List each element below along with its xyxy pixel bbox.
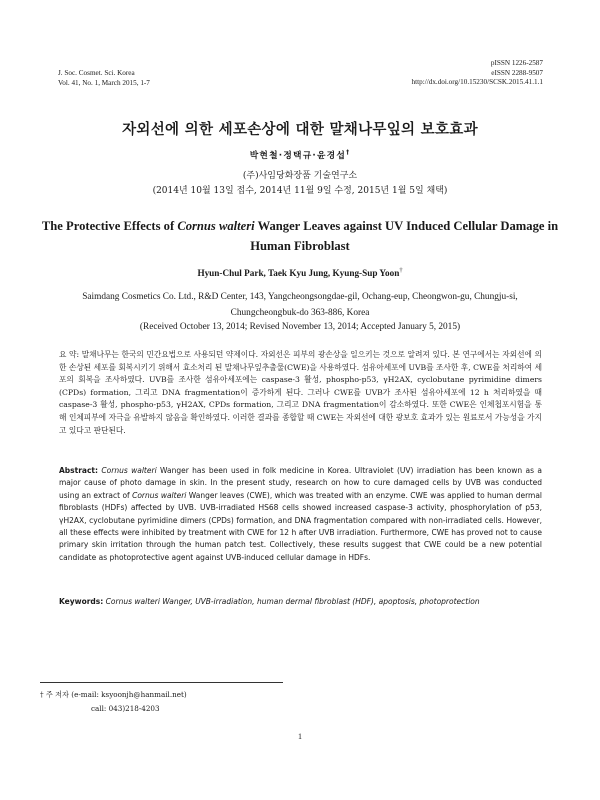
- korean-dates: (2014년 10월 13일 접수, 2014년 11월 9일 수정, 2015년 1월 5일 채택): [152, 186, 448, 196]
- affiliation-line1: Saimdang Cosmetics Co. Ltd., R&D Center, 143, Yangcheongsongdae-gil, Ochang-eup, Cheongwon-gu, Chungju-si,: [82, 292, 518, 302]
- english-abstract: [59, 465, 542, 564]
- abstract-label: Abstract:: [59, 466, 99, 475]
- footnote-email: † 주 저자 (e-mail: ksyoonjh@hanmail.net): [40, 690, 187, 699]
- english-affiliation: [50, 290, 550, 321]
- doi-link[interactable]: http://dx.doi.org/10.15230/SCSK.2015.41.1.1: [411, 78, 543, 86]
- abstract-species-2: Cornus walteri: [132, 490, 187, 500]
- pissn: pISSN 1226-2587: [490, 59, 543, 67]
- journal-volume: Vol. 41, No. 1, March 2015, 1-7: [58, 78, 150, 87]
- korean-author-names: 박현철·정택규·윤경섭: [249, 151, 347, 161]
- english-author-names: Hyun-Chul Park, Taek Kyu Jung, Kyung-Sup Yoon: [197, 268, 400, 279]
- eissn: eISSN 2288-9507: [491, 68, 543, 77]
- journal-name: J. Soc. Cosmet. Sci. Korea: [58, 69, 135, 77]
- korean-dagger: †: [346, 149, 351, 157]
- affiliation-line2: Chungcheongbuk-do 363-886, Korea: [230, 307, 370, 318]
- english-dates: (Received October 13, 2014; Revised November 13, 2014; Accepted January 5, 2015): [139, 322, 461, 332]
- abstract-text-2: Wanger leaves (CWE), which was treated with an enzyme. CWE was applied to human dermal fibroblasts (HDFs) affected by UVB. UVB-irradiated HS68 cells showed increased caspase-3 activity, phosphorylation of p53, γH2AX, cyclobutane pyrimidine dimers (CPDs) formation, and DNA fragmentation compared with non-irradiated cells. However, all these effects were inhibited by treatment with CWE for 12 h after UVB irradiation. Furthermore, CWE has proved not to cause primary skin irritation through the human patch test. Collectively, these results suggest that CWE could be a new potential candidate as photoprotective agent against UVB-induced cellular damage in HDFs.: [59, 490, 543, 562]
- keywords-text: Cornus walteri Wanger, UVB-irradiation, human dermal fibroblast (HDF), apoptosis, photoprotection: [105, 597, 480, 606]
- page-number: 1: [298, 732, 302, 741]
- journal-citation: [58, 69, 150, 88]
- abstract-species-1: Cornus walteri: [101, 466, 157, 475]
- keywords-label: Keywords:: [59, 597, 104, 606]
- english-title: [40, 216, 560, 256]
- korean-title: 자외선에 의한 세포손상에 대한 말채나무잎의 보호효과: [122, 122, 478, 138]
- footnote-phone: call: 043)218-4203: [91, 704, 160, 713]
- title-species: Cornus walteri: [177, 219, 255, 233]
- korean-abstract: 요 약: 말채나무는 한국의 민간요법으로 사용되던 약제이다. 자외선은 피부의 광손상을 일으키는 것으로 알려져 있다. 본 연구에서는 자외선에 의한 손상된 세포를 회복시키기 위해서 효소처리 된 말채나무잎추출물(CWE)을 사용하였다. 섬유아세포에 UVB를 조사한 후, CWE를 처리하여 세포의 회복을 조사하였다. UVB를 조사한 섬유아세포에는 caspase-3 활성, phospho-p53, γH2AX, cyclobutane pyrimidine dimers (CPDs) formation, 그리고 DNA fragmentation이 증가하게 된다. 그러나 CWE를 UVB가 조사된 섬유아세포에 12 h 처리하였을 때 caspase-3 활성, phospho-p53, γH2AX, CPDs formation, 그리고 DNA fragmentation이 감소하였다. 또한 CWE은 인체첩포시험을 통해 인체피부에 자극을 유발하지 않음을 확인하였다. 이러한 결과를 종합할 때 CWE는 자외선에 대한 광보호 효과가 있는 원료로서 가능성을 가지고 있다고 판단된다.: [59, 350, 542, 435]
- journal-identifiers: [412, 59, 543, 88]
- korean-affiliation: (주)사임당화장품 기술연구소: [242, 171, 358, 181]
- footnote: [40, 688, 187, 716]
- abstract-text-1: Wanger has been used in folk medicine in Korea. Ultraviolet (UV) irradiation has been known as a major cause of photo damage in skin. In the present study, research on how to cure damaged cells by UVB was conducted using an extract of: [59, 466, 542, 500]
- english-authors: [0, 267, 600, 278]
- keywords: [59, 597, 542, 606]
- title-part1: The Protective Effects of: [41, 219, 178, 233]
- title-part2: Wanger Leaves against UV Induced Cellular Damage in Human Fibroblast: [250, 219, 559, 253]
- korean-authors: [0, 148, 600, 161]
- english-dagger: †: [399, 267, 403, 274]
- footnote-divider: [40, 682, 283, 683]
